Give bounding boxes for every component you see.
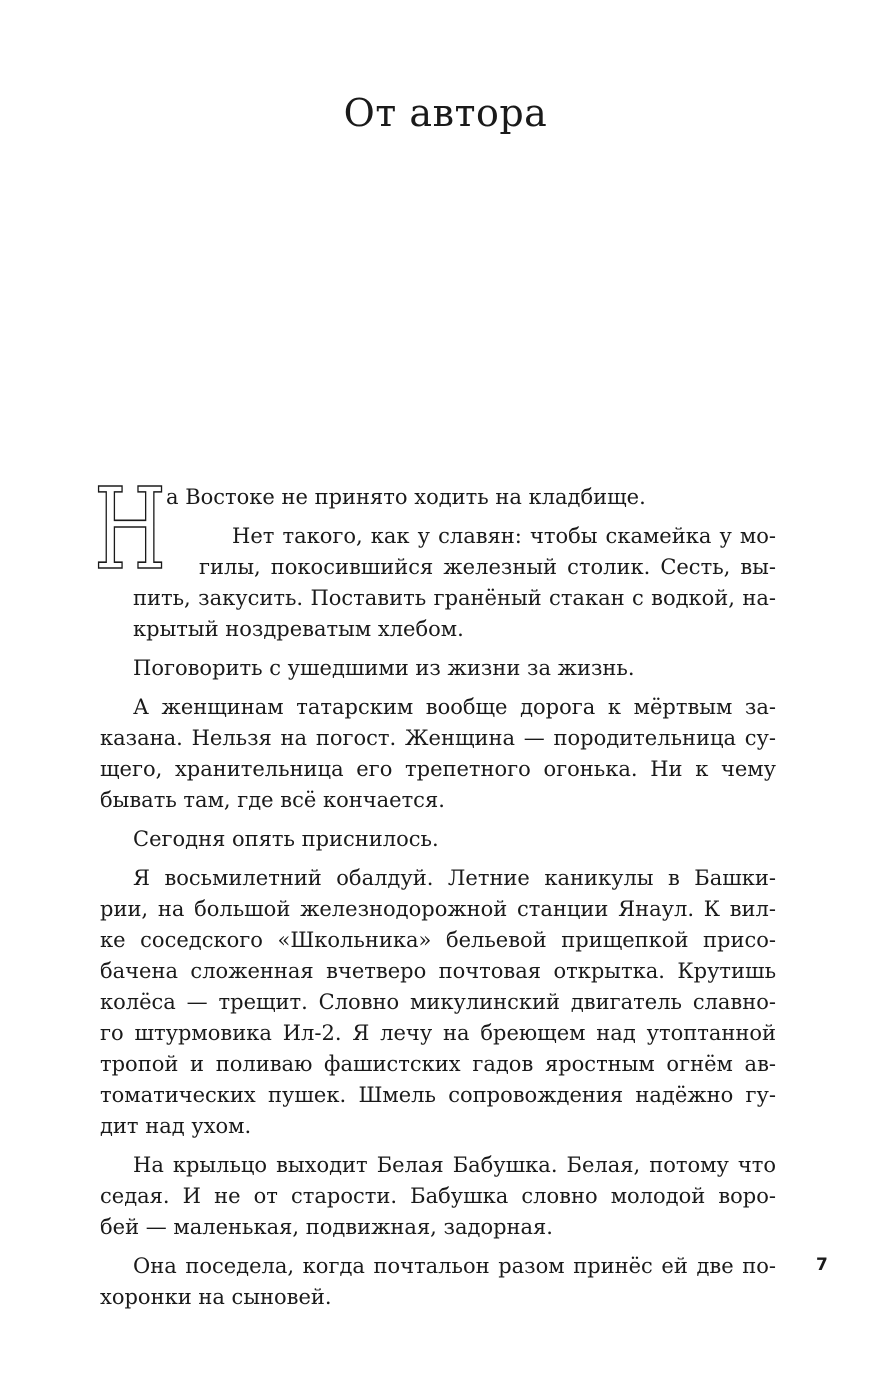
text-line: Нет такого, как у славян: чтобы скамейка у мо-: [232, 524, 776, 548]
paragraph: [100, 824, 776, 855]
text-line: бачена сложенная вчетверо почтовая открытка. Крутишь: [100, 959, 776, 983]
text-line: щего, хранительница его трепетного огонька. Ни к чему: [100, 757, 776, 781]
page-number: 7: [816, 1255, 828, 1275]
paragraph: [100, 863, 776, 1142]
text-line: На крыльцо выходит Белая Бабушка. Белая, потому что: [133, 1153, 776, 1177]
drop-cap-letter: Н: [94, 465, 167, 595]
text-line: го штурмовика Ил-2. Я лечу на бреющем над утоптанной: [100, 1021, 776, 1045]
chapter-title: От автора: [343, 91, 548, 135]
text-line: дит над ухом.: [100, 1114, 252, 1138]
paragraph: [100, 1251, 776, 1313]
paragraph: [133, 521, 776, 645]
text-line: тропой и поливаю фашистских гадов яростным огнём ав-: [100, 1052, 776, 1076]
paragraph: [100, 653, 776, 684]
text-line: Я восьмилетний обалдуй. Летние каникулы в Башки-: [133, 866, 776, 890]
text-line: а Востоке не принято ходить на кладбище.: [166, 485, 646, 509]
text-line: Поговорить с ушедшими из жизни за жизнь.: [133, 656, 635, 680]
text-line: бей — маленькая, подвижная, задорная.: [100, 1215, 553, 1239]
text-line: Она поседела, когда почтальон разом принёс ей две по-: [133, 1254, 776, 1278]
text-line: А женщинам татарским вообще дорога к мёртвым за-: [133, 695, 776, 719]
paragraph: [100, 692, 776, 816]
text-line: бывать там, где всё кончается.: [100, 788, 445, 812]
text-line: томатических пушек. Шмель сопровождения надёжно гу-: [100, 1083, 776, 1107]
paragraph: [100, 1150, 776, 1243]
text-line: казана. Нельзя на погост. Женщина — породительница су-: [100, 726, 776, 750]
text-line: рии, на большой железнодорожной станции Янаул. К вил-: [100, 897, 776, 921]
body-text: [94, 465, 776, 1321]
text-line: седая. И не от старости. Бабушка словно молодой воро-: [100, 1184, 776, 1208]
text-line: Сегодня опять приснилось.: [133, 827, 439, 851]
text-line: колёса — трещит. Словно микулинский двигатель славно-: [100, 990, 776, 1014]
text-line: крытый ноздреватым хлебом.: [133, 617, 464, 641]
text-line: ке соседского «Школьника» бельевой прищепкой присо-: [100, 928, 776, 952]
text-line: гилы, покосившийся железный столик. Сесть, вы-: [199, 555, 776, 579]
text-line: хоронки на сыновей.: [100, 1285, 332, 1309]
text-line: пить, закусить. Поставить гранёный стакан с водкой, на-: [133, 586, 776, 610]
drop-cap: [94, 465, 182, 595]
